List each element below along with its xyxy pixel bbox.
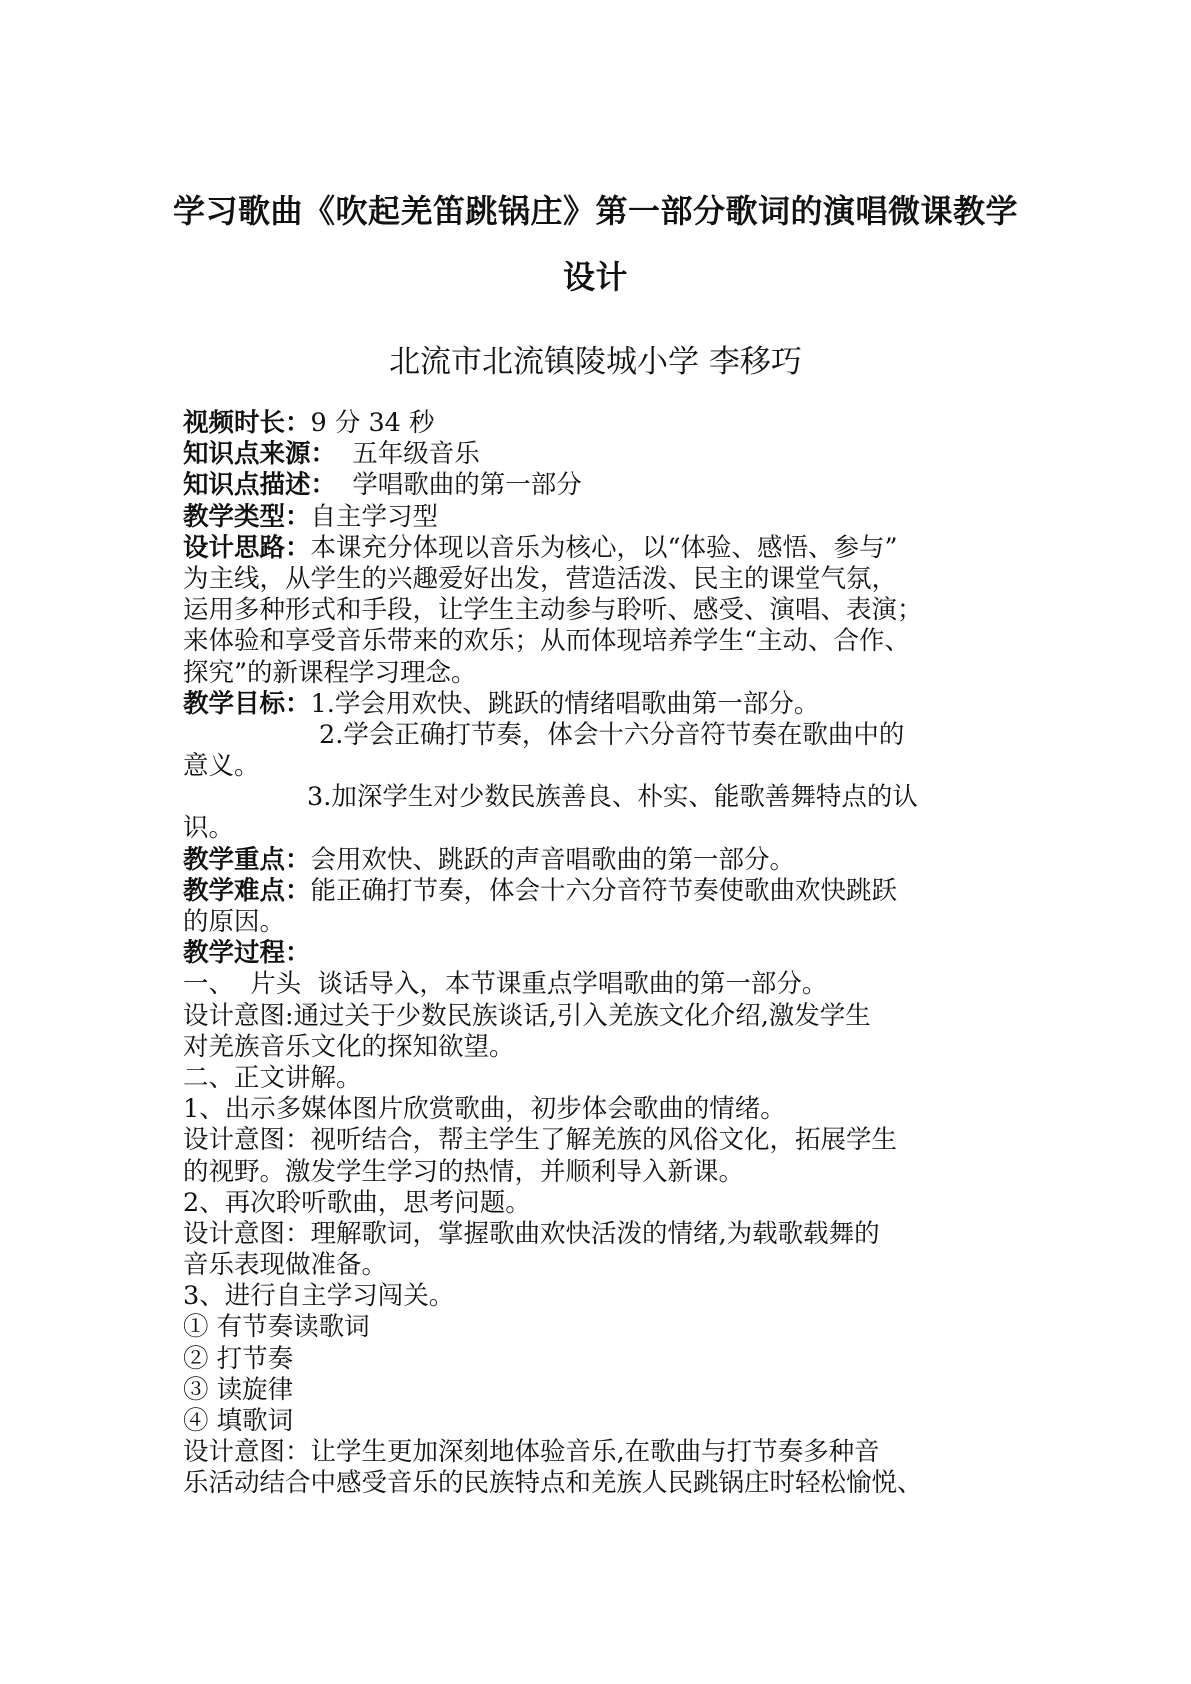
- process-line: 设计意图:通过关于少数民族谈话,引入羌族文化介绍,激发学生: [183, 1000, 871, 1031]
- process-line: 3、进行自主学习闯关。: [183, 1281, 455, 1312]
- design-text: 本课充分体现以音乐为核心，以“体验、感悟、参与”: [310, 532, 898, 563]
- design-row: [183, 533, 1023, 564]
- process-step: ① 有节奏读歌词: [183, 1312, 370, 1343]
- key-point-row: [183, 845, 1023, 876]
- process-line: 的视野。激发学生学习的热情，并顺利导入新课。: [183, 1156, 745, 1187]
- process-line: 设计意图：让学生更加深刻地体验音乐,在歌曲与打节奏多种音: [183, 1437, 880, 1468]
- document-title-line-1: 学习歌曲《吹起羌笛跳锅庄》第一部分歌词的演唱微课教学: [172, 192, 1018, 230]
- process-line: 对羌族音乐文化的探知欲望。: [183, 1031, 515, 1062]
- process-line: 二、正文讲解。: [183, 1062, 362, 1093]
- description-row: [183, 470, 1023, 501]
- document-body: [183, 408, 1023, 1500]
- process-step: ④ 填歌词: [183, 1406, 294, 1436]
- goals-label: 教学目标：: [183, 688, 311, 719]
- duration-row: [183, 408, 1023, 439]
- process-line: 2、再次聆听歌曲，思考问题。: [183, 1187, 531, 1218]
- description-label: 知识点描述：: [183, 470, 337, 501]
- process-line: 1、出示多媒体图片欣赏歌曲，初步体会歌曲的情绪。: [183, 1094, 786, 1125]
- type-row: [183, 502, 1023, 533]
- design-text: 探究”的新课程学习理念。: [183, 657, 477, 688]
- type-label: 教学类型：: [183, 501, 311, 532]
- source-row: [183, 439, 1023, 470]
- difficulty-value-continued: 的原因。: [183, 907, 286, 937]
- source-label: 知识点来源：: [183, 439, 337, 470]
- goal-3-continued: 识。: [183, 813, 235, 844]
- duration-value: 9 分 34 秒: [310, 408, 435, 438]
- description-value: 学唱歌曲的第一部分: [336, 470, 582, 501]
- design-text: 来体验和享受音乐带来的欢乐；从而体现培养学生“主动、合作、: [183, 626, 911, 657]
- process-step: ② 打节奏: [183, 1343, 294, 1374]
- goal-2-continued: 意义。: [183, 751, 260, 782]
- process-line: 一、 片头 谈话导入，本节课重点学唱歌曲的第一部分。: [183, 969, 828, 1000]
- design-label: 设计思路：: [183, 532, 311, 563]
- difficulty-value: 能正确打节奏，体会十六分音符节奏使歌曲欢快跳跃: [310, 875, 898, 906]
- difficulty-row: [183, 876, 1023, 907]
- goals-row: [183, 689, 1023, 720]
- document-title-line-2: 设计: [562, 258, 628, 296]
- type-value: 自主学习型: [310, 501, 439, 532]
- process-step: ③ 读旋律: [183, 1374, 294, 1405]
- author-line: 北流市北流镇陵城小学 李移巧: [389, 344, 802, 380]
- design-text: 为主线，从学生的兴趣爱好出发，营造活泼、民主的课堂气氛，: [183, 563, 898, 594]
- goal-3: 3.加深学生对少数民族善良、朴实、能歌善舞特点的认: [307, 782, 918, 813]
- goal-2: 2.学会正确打节奏，体会十六分音符节奏在歌曲中的: [319, 719, 905, 750]
- process-line: 设计意图：视听结合，帮主学生了解羌族的风俗文化，拓展学生: [183, 1125, 898, 1156]
- source-value: 五年级音乐: [336, 439, 480, 470]
- difficulty-label: 教学难点：: [183, 875, 311, 906]
- key-point-value: 会用欢快、跳跃的声音唱歌曲的第一部分。: [310, 844, 796, 875]
- key-point-label: 教学重点：: [183, 844, 311, 875]
- process-line: 设计意图：理解歌词，掌握歌曲欢快活泼的情绪,为载歌载舞的: [183, 1218, 880, 1249]
- duration-label: 视频时长：: [183, 408, 311, 438]
- goal-1: 1.学会用欢快、跳跃的情绪唱歌曲第一部分。: [310, 688, 820, 719]
- process-line: 音乐表现做准备。: [183, 1250, 388, 1281]
- process-label: 教学过程：: [183, 938, 311, 969]
- design-text: 运用多种形式和手段，让学生主动参与聆听、感受、演唱、表演；: [183, 595, 923, 626]
- process-line: 乐活动结合中感受音乐的民族特点和羌族人民跳锅庄时轻松愉悦、: [183, 1468, 923, 1499]
